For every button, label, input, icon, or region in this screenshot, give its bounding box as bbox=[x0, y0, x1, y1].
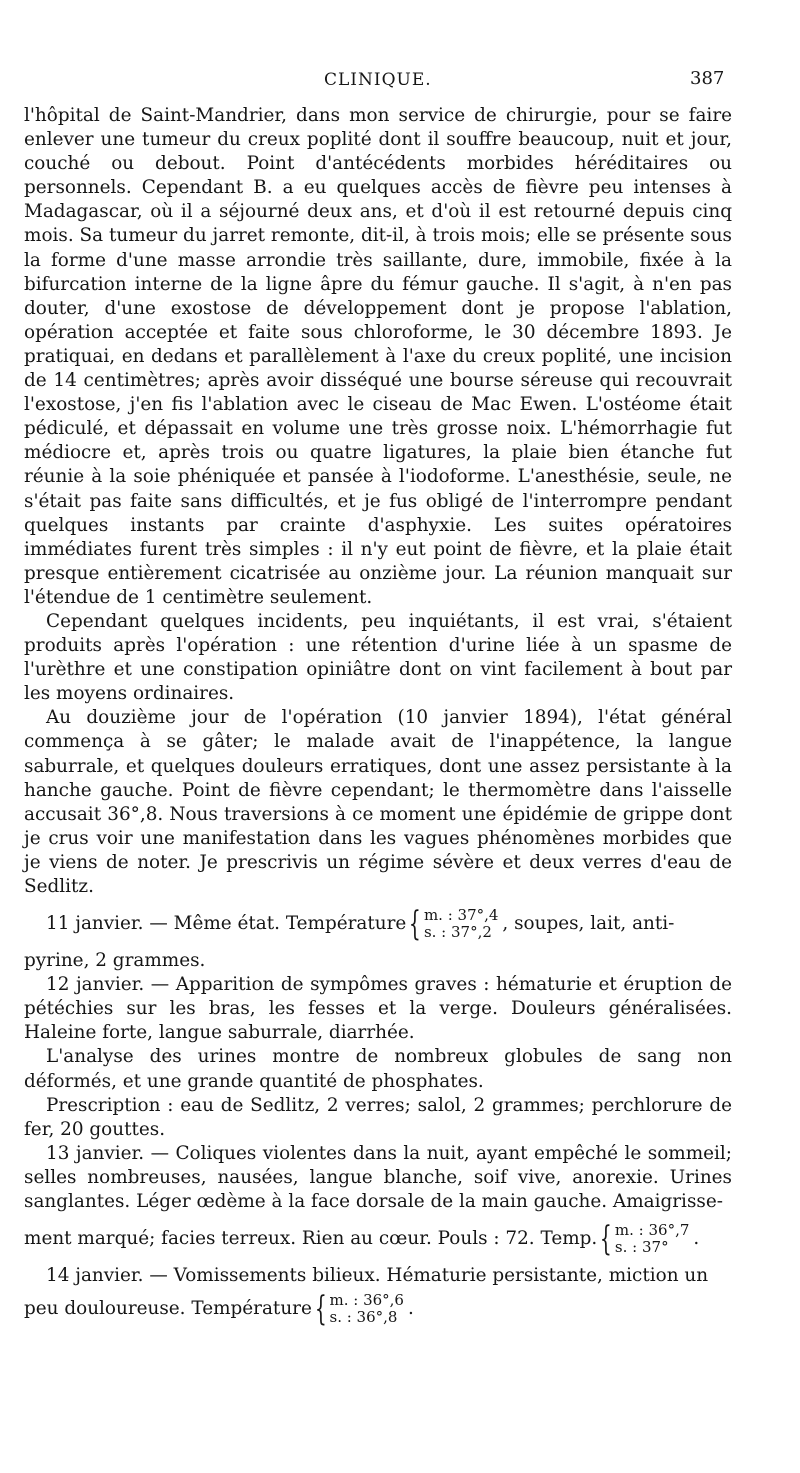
temperature-label: peu douloureuse. Température bbox=[24, 1298, 312, 1320]
temperature-readings bbox=[424, 907, 498, 941]
evening-temperature: s. : 36°,8 bbox=[329, 1308, 398, 1327]
paragraph: Prescription : eau de Sedlitz, 2 verres; salol, 2 grammes; perchlorure de fer, 20 gouttes. bbox=[24, 1094, 732, 1140]
temperature-trailing-text: . bbox=[407, 1298, 414, 1320]
temperature-line bbox=[24, 1219, 732, 1260]
temperature-trailing-text: , soupes, lait, anti- bbox=[502, 913, 675, 935]
page-number: 387 bbox=[690, 68, 725, 89]
brace-symbol: { bbox=[409, 904, 422, 945]
morning-temperature: m. : 37°,4 bbox=[423, 906, 499, 925]
paragraph: Cependant quelques incidents, peu inquiétants, il est vrai, s'étaient produits après l'opération : une rétention d'urine liée à un spasme de l'urèthre et une constipation opiniâtre dont on vint facilement à bout par les moyens ordinaires. bbox=[24, 610, 732, 705]
body-text bbox=[24, 104, 732, 1334]
morning-temperature: m. : 36°,7 bbox=[614, 1221, 690, 1240]
temperature-line bbox=[24, 1289, 732, 1330]
paragraph: l'hôpital de Saint-Mandrier, dans mon service de chirurgie, pour se faire enlever une tumeur du creux poplité dont il souffre beaucoup, nuit et jour, couché ou debout. Point d'antécédents morbides héréditaires ou personnels. Cependant B. a eu quelques accès de fièvre peu intenses à Madagascar, où il a séjourné deux ans, et d'où il est retourné depuis cinq mois. Sa tumeur du jarret remonte, dit-il, à trois mois; elle se présente sous la forme d'une masse arrondie très saillante, dure, immobile, fixée à la bifurcation interne de la ligne âpre du fémur gauche. Il s'agit, à n'en pas douter, d'une exostose de développement dont je propose l'ablation, opération acceptée et faite sous chloroforme, le 30 décembre 1893. Je pratiquai, en dedans et parallèlement à l'axe du creux poplité, une incision de 14 centimètres; après avoir disséqué une bourse séreuse qui recouvrait l'exostose, j'en fis l'ablation avec le ciseau de Mac Ewen. L'ostéome était pédiculé, et dépassait en volume une très grosse noix. L'hémorrhagie fut médiocre et, après trois ou quatre ligatures, la plaie bien étanche fut réunie à la soie phéniquée et pansée à l'iodoforme. L'anesthésie, seule, ne s'était pas faite sans difficultés, et je fus obligé de l'interrompre pendant quelques instants par crainte d'asphyxie. Les suites opératoires immédiates furent très simples : il n'y eut point de fièvre, et la plaie était presque entièrement cicatrisée au onzième jour. La réunion manquait sur l'étendue de 1 centimètre seulement. bbox=[24, 105, 732, 608]
temperature-trailing-text: . bbox=[693, 1228, 700, 1250]
evening-temperature: s. : 37°,2 bbox=[423, 923, 492, 942]
morning-temperature: m. : 36°,6 bbox=[329, 1291, 404, 1310]
paragraph: L'analyse des urines montre de nombreux globules de sang non déformés, et une grande quantité de phosphates. bbox=[24, 1046, 732, 1092]
running-title: CLINIQUE. bbox=[324, 70, 432, 90]
evening-temperature: s. : 37° bbox=[614, 1238, 669, 1257]
paragraph: pyrine, 2 grammes. bbox=[24, 950, 206, 972]
temperature-label: ment marqué; facies terreux. Rien au cœur. Pouls : 72. Temp. bbox=[24, 1228, 598, 1250]
paragraph: 14 janvier. — Vomissements bilieux. Hématurie persistante, miction un bbox=[46, 1265, 709, 1287]
paragraph: Au douzième jour de l'opération (10 janvier 1894), l'état général commença à se gâter; le malade avait de l'inappétence, la langue saburrale, et quelques douleurs erratiques, dont une assez persistante à la hanche gauche. Point de fièvre cependant; le thermomètre dans l'aisselle accusait 36°,8. Nous traversions à ce moment une épidémie de grippe dont je crus voir une manifestation dans les vagues phénomènes morbides que je viens de noter. Je prescrivis un régime sévère et deux verres d'eau de Sedlitz. bbox=[24, 707, 732, 897]
temperature-readings bbox=[615, 1222, 689, 1256]
temperature-line bbox=[24, 904, 732, 945]
running-head bbox=[0, 62, 800, 102]
temperature-label: 11 janvier. — Même état. Température bbox=[46, 913, 407, 935]
brace-symbol: { bbox=[600, 1219, 613, 1260]
temperature-readings bbox=[330, 1292, 404, 1326]
paragraph: 13 janvier. — Coliques violentes dans la nuit, ayant empêché le sommeil; selles nombreuses, nausées, langue blanche, soif vive, anorexie. Urines sanglantes. Léger œdème à la face dorsale de la main gauche. Amaigrisse- bbox=[24, 1142, 732, 1213]
brace-symbol: { bbox=[314, 1289, 327, 1330]
paragraph: 12 janvier. — Apparition de sympômes graves : hématurie et éruption de pétéchies sur les bras, les fesses et la verge. Douleurs généralisées. Haleine forte, langue saburrale, diarrhée. bbox=[24, 974, 732, 1044]
